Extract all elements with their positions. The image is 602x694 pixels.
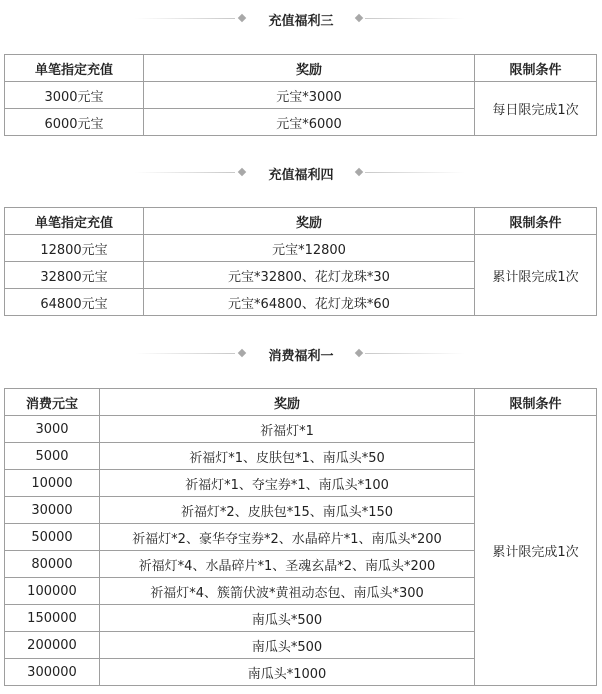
reward-cell: 南瓜头*1000 <box>100 659 475 686</box>
table-header-row <box>5 208 597 235</box>
header-reward: 奖励 <box>100 389 475 416</box>
amount-cell: 6000元宝 <box>5 109 144 136</box>
table-row <box>5 235 597 262</box>
limit-cell: 累计限完成1次 <box>475 235 597 316</box>
amount-cell: 3000 <box>5 416 100 443</box>
header-amount: 单笔指定充值 <box>5 208 144 235</box>
reward-cell: 祈福灯*1 <box>100 416 475 443</box>
header-limit: 限制条件 <box>475 389 597 416</box>
amount-cell: 80000 <box>5 551 100 578</box>
section-title-text: 消费福利一 <box>268 349 334 364</box>
reward-cell: 祈福灯*2、皮肤包*15、南瓜头*150 <box>100 497 475 524</box>
table-header-row <box>5 389 597 416</box>
amount-cell: 300000 <box>5 659 100 686</box>
reward-cell: 祈福灯*1、夺宝券*1、南瓜头*100 <box>100 470 475 497</box>
divider-line <box>365 353 465 354</box>
limit-cell: 每日限完成1次 <box>475 82 597 136</box>
section-title-recharge-3 <box>0 8 602 30</box>
section-title-text: 充值福利四 <box>268 168 334 183</box>
reward-cell: 元宝*32800、花灯龙珠*30 <box>144 262 475 289</box>
table-header-row <box>5 55 597 82</box>
amount-cell: 30000 <box>5 497 100 524</box>
amount-cell: 12800元宝 <box>5 235 144 262</box>
reward-cell: 祈福灯*1、皮肤包*1、南瓜头*50 <box>100 443 475 470</box>
header-limit: 限制条件 <box>475 55 597 82</box>
spend-1-table <box>4 388 597 686</box>
amount-cell: 5000 <box>5 443 100 470</box>
amount-cell: 64800元宝 <box>5 289 144 316</box>
header-reward: 奖励 <box>144 55 475 82</box>
amount-cell: 200000 <box>5 632 100 659</box>
section-title-spend-1 <box>0 343 602 365</box>
section-title-recharge-4 <box>0 162 602 184</box>
table-row <box>5 82 597 109</box>
reward-cell: 元宝*12800 <box>144 235 475 262</box>
amount-cell: 100000 <box>5 578 100 605</box>
divider-line <box>365 18 465 19</box>
header-amount: 消费元宝 <box>5 389 100 416</box>
reward-cell: 元宝*3000 <box>144 82 475 109</box>
amount-cell: 3000元宝 <box>5 82 144 109</box>
reward-cell: 南瓜头*500 <box>100 632 475 659</box>
header-limit: 限制条件 <box>475 208 597 235</box>
header-amount: 单笔指定充值 <box>5 55 144 82</box>
divider-line <box>365 172 465 173</box>
recharge-4-table <box>4 207 597 316</box>
limit-cell: 累计限完成1次 <box>475 416 597 686</box>
reward-cell: 元宝*64800、花灯龙珠*60 <box>144 289 475 316</box>
amount-cell: 10000 <box>5 470 100 497</box>
amount-cell: 32800元宝 <box>5 262 144 289</box>
reward-cell: 元宝*6000 <box>144 109 475 136</box>
amount-cell: 50000 <box>5 524 100 551</box>
reward-cell: 祈福灯*4、水晶碎片*1、圣魂玄晶*2、南瓜头*200 <box>100 551 475 578</box>
header-reward: 奖励 <box>144 208 475 235</box>
reward-cell: 祈福灯*2、豪华夺宝券*2、水晶碎片*1、南瓜头*200 <box>100 524 475 551</box>
reward-cell: 南瓜头*500 <box>100 605 475 632</box>
table-row <box>5 416 597 443</box>
reward-cell: 祈福灯*4、簇箭伏波*黄祖动态包、南瓜头*300 <box>100 578 475 605</box>
recharge-3-table <box>4 54 597 136</box>
section-title-text: 充值福利三 <box>268 14 334 29</box>
amount-cell: 150000 <box>5 605 100 632</box>
